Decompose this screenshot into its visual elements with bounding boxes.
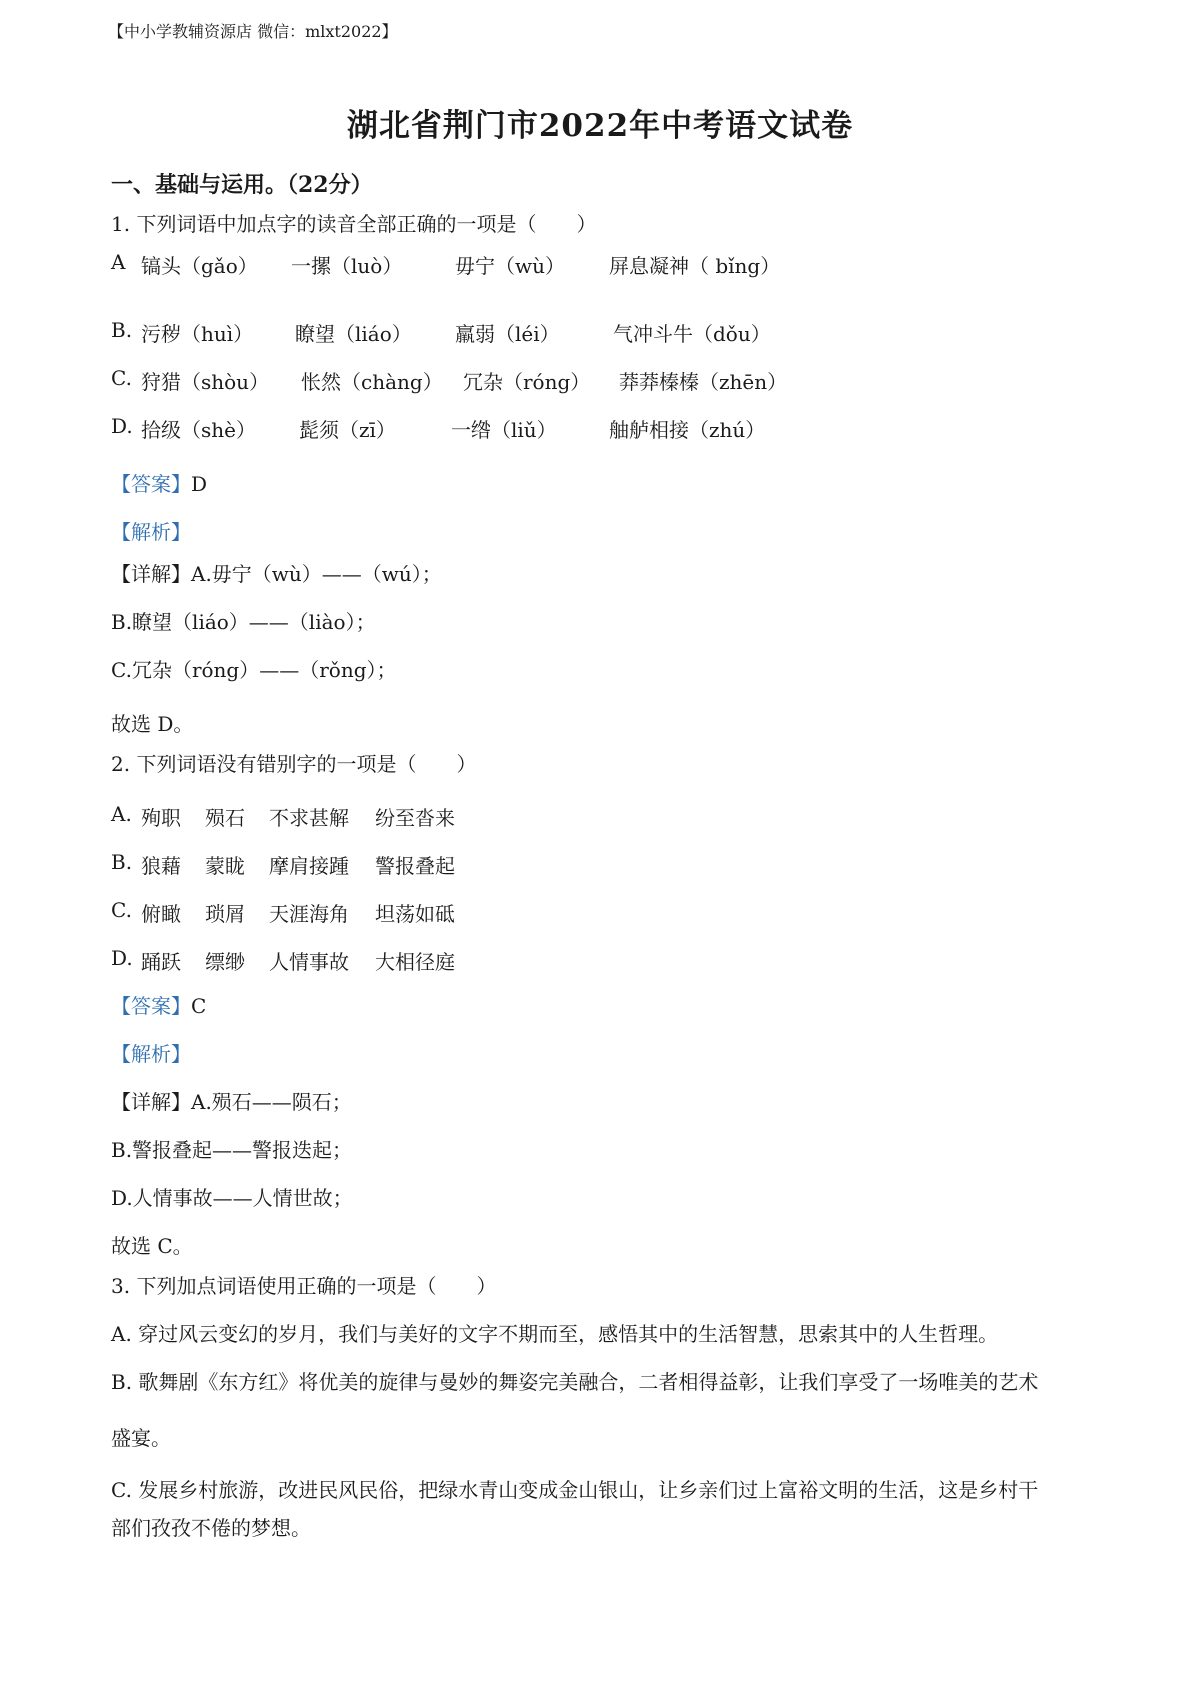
answer-tag: 【答案】 xyxy=(111,994,191,1018)
option-label: B. xyxy=(111,850,133,874)
option-item: 天涯海角 xyxy=(269,902,349,926)
option-label: D. xyxy=(111,946,133,970)
q2-analysis-tag: 【解析】 xyxy=(111,1042,191,1066)
page-title: 湖北省荆门市2022年中考语文试卷 xyxy=(346,108,854,144)
option-item: 殉职 xyxy=(141,806,181,830)
q2-option-a xyxy=(111,802,1111,828)
option-item: 冗杂（róng） xyxy=(463,370,591,394)
option-item: 殒石 xyxy=(205,806,245,830)
q1-option-b xyxy=(111,318,1111,344)
option-item: 瞭望（liáo） xyxy=(295,322,412,346)
q2-detail-line: D.人情事故——人情世故； xyxy=(111,1186,353,1210)
option-item: 俯瞰 xyxy=(141,902,181,926)
option-item: 莽莽榛榛（zhēn） xyxy=(619,370,788,394)
option-label: A. xyxy=(111,802,132,826)
q2-option-b xyxy=(111,850,1111,876)
option-label: B. xyxy=(111,318,133,342)
q2-detail-line: 【详解】A.殒石——陨石； xyxy=(111,1090,352,1114)
option-item: 踊跃 xyxy=(141,950,181,974)
option-item: 污秽（huì） xyxy=(141,322,254,346)
q2-answer xyxy=(111,990,206,1019)
q1-detail-line: B.瞭望（liáo）——（liào）； xyxy=(111,610,376,634)
option-item: 毋宁（wù） xyxy=(455,254,565,278)
option-item: 人情事故 xyxy=(269,950,349,974)
q2-detail-line: B.警报叠起——警报迭起； xyxy=(111,1138,353,1162)
q3-option-c-cont: 部们孜孜不倦的梦想。 xyxy=(111,1516,311,1540)
answer-value: D xyxy=(191,472,208,496)
option-label: D. xyxy=(111,414,133,438)
option-item: 舳舻相接（zhú） xyxy=(609,418,766,442)
q1-option-d xyxy=(111,414,1111,440)
q3-option-b: B. 歌舞剧《东方红》将优美的旋律与曼妙的舞姿完美融合，二者相得益彰，让我们享受了一场唯美的艺术 xyxy=(111,1370,1039,1394)
q3-option-b-cont: 盛宴。 xyxy=(111,1426,171,1450)
option-item: 坦荡如砥 xyxy=(375,902,455,926)
option-item: 镐头（gǎo） xyxy=(141,254,258,278)
q1-answer xyxy=(111,468,207,497)
q3-option-a: A. 穿过风云变幻的岁月，我们与美好的文字不期而至，感悟其中的生活智慧，思索其中的人生哲理。 xyxy=(111,1322,999,1346)
option-item: 拾级（shè） xyxy=(141,418,256,442)
q3-option-c: C. 发展乡村旅游，改进民风民俗，把绿水青山变成金山银山，让乡亲们过上富裕文明的生活，这是乡村干 xyxy=(111,1478,1039,1502)
q1-option-c xyxy=(111,366,1111,392)
option-label: C. xyxy=(111,898,132,922)
answer-tag: 【答案】 xyxy=(111,472,191,496)
option-label: A xyxy=(111,250,126,274)
option-item: 大相径庭 xyxy=(375,950,455,974)
q2-option-d xyxy=(111,946,1111,972)
option-item: 髭须（zī） xyxy=(299,418,396,442)
q1-option-a xyxy=(111,250,1111,276)
q2-conclusion: 故选 C。 xyxy=(111,1234,193,1258)
q2-stem: 2. 下列词语没有错别字的一项是（ ） xyxy=(111,752,477,776)
q1-analysis-tag: 【解析】 xyxy=(111,520,191,544)
q2-option-c xyxy=(111,898,1111,924)
option-item: 一绺（liǔ） xyxy=(451,418,557,442)
option-item: 屏息凝神（ bǐng） xyxy=(609,254,781,278)
option-item: 一摞（luò） xyxy=(291,254,403,278)
option-item: 缥缈 xyxy=(205,950,245,974)
answer-value: C xyxy=(191,994,207,1018)
option-item: 狩猎（shòu） xyxy=(141,370,270,394)
option-item: 警报叠起 xyxy=(375,854,455,878)
option-item: 纷至沓来 xyxy=(375,806,455,830)
option-item: 蒙眬 xyxy=(205,854,245,878)
option-item: 怅然（chàng） xyxy=(301,370,443,394)
option-label: C. xyxy=(111,366,132,390)
q3-stem: 3. 下列加点词语使用正确的一项是（ ） xyxy=(111,1274,497,1298)
option-item: 不求甚解 xyxy=(269,806,349,830)
option-item: 羸弱（léi） xyxy=(455,322,560,346)
option-item: 琐屑 xyxy=(205,902,245,926)
q1-detail-line: C.冗杂（róng）——（rǒng）； xyxy=(111,658,397,682)
option-item: 狼藉 xyxy=(141,854,181,878)
header-note: 【中小学教辅资源店 微信：mlxt2022】 xyxy=(108,22,398,41)
section-heading: 一、基础与运用。（22分） xyxy=(111,172,373,198)
q1-stem: 1. 下列词语中加点字的读音全部正确的一项是（ ） xyxy=(111,212,597,236)
q1-conclusion: 故选 D。 xyxy=(111,712,194,736)
option-item: 气冲斗牛（dǒu） xyxy=(613,322,771,346)
q1-detail-line: 【详解】A.毋宁（wù）——（wú）； xyxy=(111,562,442,586)
option-item: 摩肩接踵 xyxy=(269,854,349,878)
